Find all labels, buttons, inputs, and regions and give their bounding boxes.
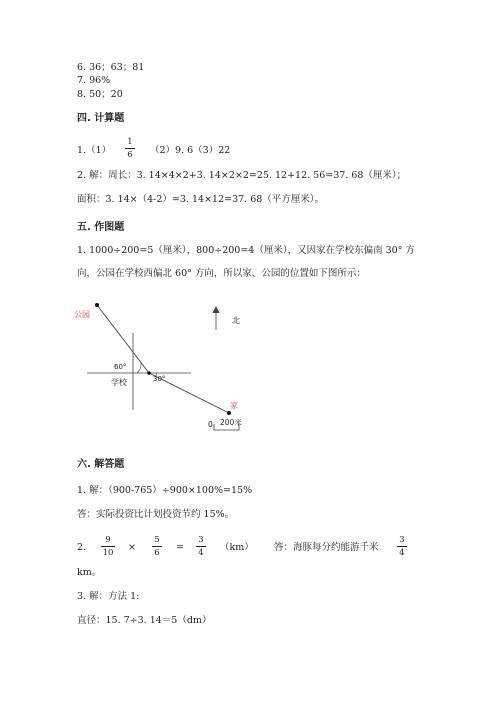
north-label: 北 <box>232 316 240 325</box>
solution-q3-line-1: 3. 解：方法 1: <box>77 591 140 602</box>
solution-q2-tail: km。 <box>77 567 102 578</box>
school-point <box>147 371 151 375</box>
answer-line-6: 6. 36；63；81 <box>77 62 145 73</box>
home-label: 家 <box>230 401 238 410</box>
fraction-denominator: 6 <box>154 548 160 558</box>
answer-line-7: 7. 96% <box>77 75 111 86</box>
section-heading-drawing: 五. 作图题 <box>77 222 125 233</box>
fraction-denominator: 6 <box>127 150 133 160</box>
north-arrow-icon <box>213 306 220 313</box>
fraction-bar <box>152 546 162 547</box>
solution-q2-prefix: 2. <box>77 542 87 553</box>
fraction-bar <box>397 546 407 547</box>
park-point <box>95 303 99 307</box>
home-point <box>227 411 231 415</box>
fraction-numerator: 3 <box>399 535 405 545</box>
school-label: 学校 <box>111 378 127 387</box>
solution-q2-answer: 答：海豚每分约能游千米 <box>274 542 379 553</box>
fraction-denominator: 4 <box>399 548 405 558</box>
solution-q1-line-2: 答：实际投资比计划投资节约 15%。 <box>77 509 235 520</box>
scale-zero-label: 0 <box>208 420 213 429</box>
calc-q1-rest: （2）9. 6（3）22 <box>150 145 231 156</box>
fraction-numerator: 5 <box>154 535 160 545</box>
scale-length-label: 200米 <box>220 418 242 427</box>
fraction-bar <box>196 546 206 547</box>
fraction-numerator: 1 <box>127 137 133 147</box>
solution-q1-line-1: 1. 解：（900-765）÷900×100%=15% <box>77 485 253 496</box>
calc-q2-perimeter: 2. 解：周长：3. 14×4×2+3. 14×2×2=25. 12+12. 56=37. 68（厘米）； <box>77 170 407 181</box>
solution-q2-fraction-2 <box>152 535 162 558</box>
solution-q2-fraction-1 <box>101 535 115 558</box>
calc-q2-area: 面积：3. 14×（4-2）=3. 14×12=37. 68（平方厘米）。 <box>77 194 325 205</box>
drawing-text-line-1: 1. 1000÷200=5（厘米），800÷200=4（厘米），又因家在学校东偏南 30° 方 <box>77 245 415 256</box>
section-heading-calc: 四. 计算题 <box>77 113 125 124</box>
fraction-denominator: 4 <box>198 548 204 558</box>
fraction-bar <box>101 546 115 547</box>
park-label: 公园 <box>74 310 90 319</box>
solution-q2-unit: （km） <box>220 542 254 553</box>
drawing-text-line-2: 向，公园在学校西偏北 60° 方向，所以家、公园的位置如下图所示： <box>77 268 366 279</box>
solution-q2-fraction-4 <box>397 535 407 558</box>
section-heading-solutions: 六. 解答题 <box>77 459 125 470</box>
fraction-numerator: 3 <box>198 535 204 545</box>
answer-line-8: 8. 50；20 <box>77 89 123 100</box>
angle-label-west: 60° <box>114 363 127 371</box>
calc-q1-prefix: 1.（1） <box>77 145 112 156</box>
solution-q2-times: × <box>128 542 136 553</box>
angle-label-east: 30° <box>153 375 166 383</box>
solution-q3-line-2: 直径：15. 7÷3. 14＝5（dm） <box>77 615 212 626</box>
solution-q2-equals: = <box>176 542 184 553</box>
solution-q2-fraction-3 <box>196 535 206 558</box>
angle-arc-west <box>137 363 141 373</box>
fraction-numerator: 9 <box>105 535 111 545</box>
fraction-denominator: 10 <box>102 548 114 558</box>
